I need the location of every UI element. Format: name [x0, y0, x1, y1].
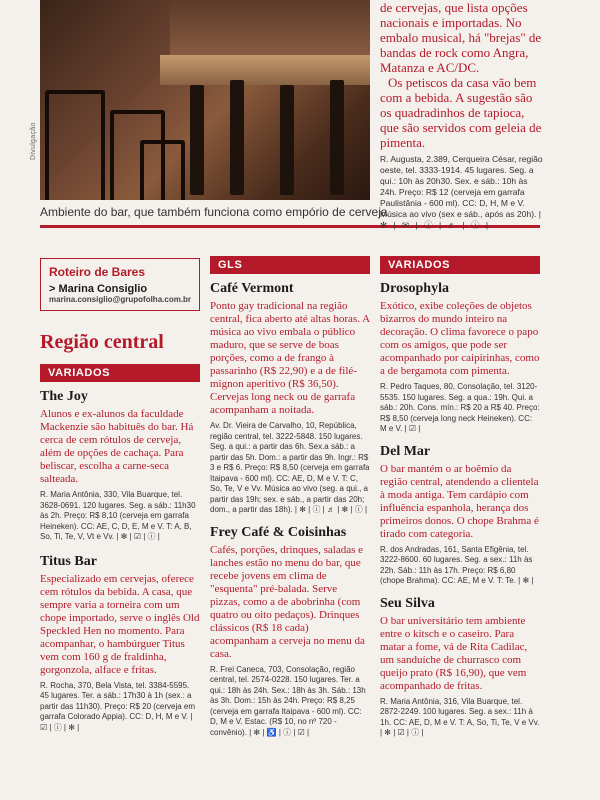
column-middle	[210, 240, 370, 738]
bar-photo	[40, 0, 370, 200]
venue-drosophyla	[380, 280, 540, 435]
venue-name: Seu Silva	[380, 595, 435, 611]
photo-credit: Divulgação	[30, 122, 37, 160]
continuation-paragraph: Os petiscos da casa vão bem com a bebida. A sugestão são os quadradinhos de tapioca, que são servidos com geleia de pimenta.	[380, 75, 542, 150]
venue-description: O bar mantém o ar boêmio da região central, atendendo a clientela à moda antiga. Tem cardápio com influência espanhola, herança dos primeiros donos. O chope Brahma é tirado com categoria.	[380, 462, 539, 540]
section-tab-variados: VARIADOS	[40, 364, 200, 382]
photo-chair	[140, 140, 185, 200]
continuation-paragraph: de cervejas, que lista opções nacionais e importadas. No embalo musical, há "brejas" de bandas de rock como Angra, Matanza e AC/DC.	[380, 0, 542, 75]
column-left	[40, 240, 200, 733]
venue-the-joy	[40, 388, 200, 543]
venue-info: R. Maria Antônia, 330, Vila Buarque, tel. 3628-0691. 120 lugares. Seg. a sáb.: 11h30 às 2h. Preço: R$ 8,10 (cerveja em garrafa Heineken). CC: AE, C, D, E, M e V. T: A, B, So, Ti, Te, V, Vt e Vv. | ✻ | ☑ | ⓘ |	[40, 490, 196, 541]
venue-description: Alunos e ex-alunos da faculdade Mackenzie são habituês do bar. Há cerca de cem rótulos de cerveja, além de opções de cachaça. Para beliscar, escolha a carne-seca salteada.	[40, 408, 194, 485]
venue-info: R. Pedro Taques, 80, Consolação, tel. 3120-5535. 150 lugares. Seg. a qua.: 19h. Qui. a sáb.: 20h. Cons. mín.: R$ 20 a R$ 40. Preço: R$ 8,50 (cerveja long neck Heineken). CC: M e V. | ☑ |	[380, 382, 540, 433]
photo-stool	[190, 85, 204, 195]
venue-name: The Joy	[40, 389, 88, 404]
venue-info: R. Frei Caneca, 703, Consolação, região central, tel. 2574-0228. 150 lugares. Ter. a qui.: 18h às 24h. Sex.: 18h às 3h. Sáb.: 13h às 3h. Dom.: 15h às 24h. Preço: R$ 8,25 (cerveja em garrafa Itaipava - 600 ml). CC: D, M e V. Estac. (R$ 10, no nº 720 - convênio). | ✻ | ♿ | ⓘ | ☑ |	[210, 664, 366, 737]
venue-info: R. Maria Antônia, 316, Vila Buarque, tel. 2872-2249. 100 lugares. Seg. a sex.: 11h à 1h. CC: AE, D, M e V. T: A, So, Ti, Te, V e Vv. | ✻ | ☑ | ⓘ |	[380, 696, 540, 737]
venue-name: Del Mar	[380, 443, 431, 459]
venue-titus-bar	[40, 553, 200, 734]
continuation-body	[380, 0, 545, 150]
photo-stool	[280, 85, 294, 195]
roteiro-email[interactable]: marina.consiglio@grupofolha.com.br	[49, 295, 192, 304]
amenity-icons: | ✻ | ✉ | ⓘ | ♬ | ⓘ |	[380, 209, 543, 230]
photo-chair	[45, 90, 105, 200]
venue-name: Drosophyla	[380, 281, 449, 296]
venue-frey-cafe	[210, 524, 370, 739]
venue-name: Frey Café & Coisinhas	[210, 524, 347, 540]
venue-description: O bar universitário tem ambiente entre o kitsch e o caseiro. Para matar a fome, vá de Rita Cadilac, um sanduíche de churrasco com queijo prato (R$ 16,90), que vem acompanhado de fritas.	[380, 614, 528, 692]
column-right	[380, 240, 540, 739]
roteiro-box	[40, 258, 200, 311]
roteiro-title: Roteiro de Bares	[49, 265, 146, 279]
section-tab-variados: VARIADOS	[380, 256, 540, 274]
venue-description: Especializado em cervejas, oferece cem rótulos da bebida. A casa, que sempre varia a torneira com um chope importado, serve o inglês Old Speckled Hen no momento. Para acompanhar, o hambúrguer Titus vem com 160 g de fraldinha, gorgonzola, alface e fritas.	[40, 572, 200, 676]
region-title: Região central	[40, 331, 164, 353]
photo-caption: Ambiente do bar, que também funciona como empório de cerveja	[40, 205, 388, 219]
venue-description: Exótico, exibe coleções de objetos bizarros do mundo inteiro na decoração. O clima favorece o papo com os amigos, que pode ser acompanhado por caipirinhas, como a de bergamota com pimenta.	[380, 300, 540, 377]
photo-wall	[170, 0, 370, 60]
venue-del-mar	[380, 443, 540, 587]
venue-description: Cafés, porções, drinques, saladas e lanches estão no menu do bar, que recebe jovens em clima de "esquenta" pré-balada. Serve pizzas, como a de abobrinha (com quatro ou oito pedaços). Drinques clássicos (R$ 18 cada) acompanham a cerveja no menu da casa.	[210, 543, 365, 660]
venue-details-text: R. Augusta, 2.389, Cerqueira César, região oeste, tel. 3333-1914. 45 lugares. Seg. a qui.: 10h às 20h30. Sex. e sáb.: 10h às 24h. Preço: R$ 12 (cerveja em garrafa Paulistânia - 600 ml). CC: D, H, M e V. Música ao vivo (sex e sáb., após as 20h).	[380, 154, 543, 219]
roteiro-author: > Marina Consiglio	[49, 283, 148, 295]
venue-seu-silva	[380, 595, 540, 739]
venue-info: R. dos Andradas, 161, Santa Efigênia, tel. 3222-8600. 60 lugares. Seg. a sex.: 11h às 22h. Sáb.: 11h às 17h. Preço: R$ 6,80 (chope Brahma). CC: AE, M e V. T: Te. | ✻ |	[380, 544, 534, 585]
section-tab-gls: GLS	[210, 256, 370, 274]
venue-details	[380, 154, 545, 231]
venue-name: Titus Bar	[40, 553, 97, 569]
venue-info: Av. Dr. Vieira de Carvalho, 10, República, região central, tel. 3222-5848. 150 lugares. Seg. a qui.: a partir das 6h. Sex.a sáb.: a partir das 5h. Dom.: a partir das 9h. Ingr.: R$ 3 e R$ 6. Preço: R$ 8,50 (cerveja em garrafa Itaipava - 600 ml). CC: AE, D, M e V. T: C, So, Te, V e Vv. Música ao vivo (seg. a qui., a partir das 19h; sex. e sáb., a partir das 20h; dom., a partir das 18h). | ✻ | ⓘ | ♬ | ✻ | ⓘ |	[210, 421, 370, 514]
venue-cafe-vermont	[210, 280, 370, 516]
article-continuation	[380, 0, 545, 231]
venue-info: R. Rocha, 370, Bela Vista, tel. 3384-5595. 45 lugares. Ter. a sáb.: 17h30 à 1h (sex.: a partir das 11h30). Preço: R$ 20 (cerveja em garrafa Colorado Appia). CC: D, H, M e V. | ☑ | ⓘ | ✻ |	[40, 680, 196, 732]
photo-stool	[230, 80, 244, 195]
photo-stool	[330, 80, 344, 195]
venue-description: Ponto gay tradicional na região central, fica aberto até altas horas. A música ao vivo embala o público maduro, que se serve de boas porções, como a de frango à passarinho (R$ 22,90) e a de filé-mignon aperitivo (R$ 36,50). Cervejas long neck ou de garrafa acompanham a noitada.	[210, 300, 370, 416]
venue-name: Café Vermont	[210, 281, 294, 296]
